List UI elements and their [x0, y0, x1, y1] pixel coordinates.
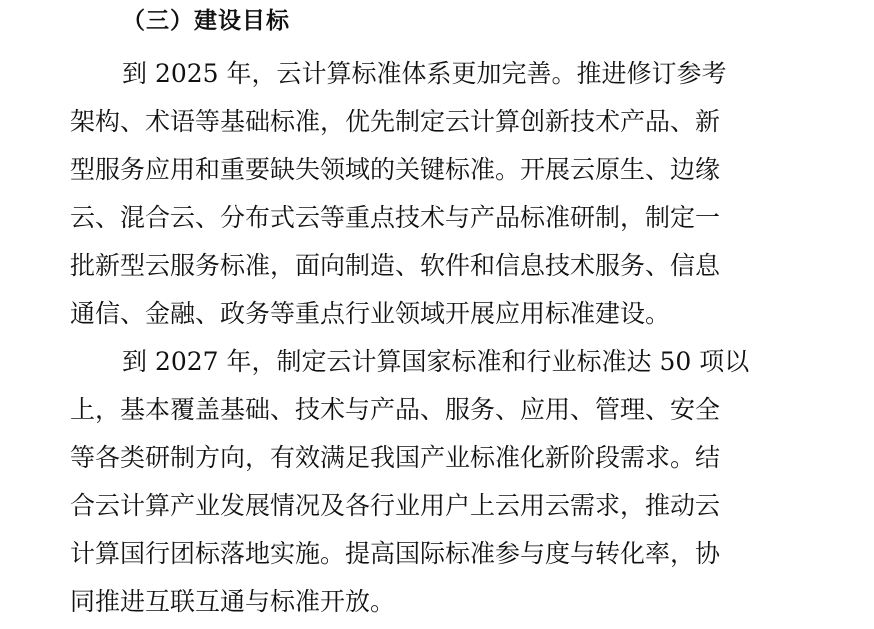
paragraph-line: 架构、术语等基础标准，优先制定云计算创新技术产品、新: [70, 107, 721, 136]
paragraph-line: 型服务应用和重要缺失领域的关键标准。开展云原生、边缘: [70, 155, 721, 184]
paragraph-line: 批新型云服务标准，面向制造、软件和信息技术服务、信息: [70, 251, 721, 280]
section-heading: （三）建设目标: [122, 8, 290, 34]
paragraph-line: 计算国行团标落地实施。提高国际标准参与度与转化率，协: [70, 539, 721, 568]
paragraph-line: 到 2025 年，云计算标准体系更加完善。推进修订参考: [122, 59, 727, 88]
paragraph-line: 合云计算产业发展情况及各行业用户上云用云需求，推动云: [70, 491, 721, 520]
paragraph-line: 等各类研制方向，有效满足我国产业标准化新阶段需求。结: [70, 443, 721, 472]
paragraph-line: 到 2027 年，制定云计算国家标准和行业标准达 50 项以: [122, 347, 750, 376]
paragraph-line: 通信、金融、政务等重点行业领域开展应用标准建设。: [70, 299, 671, 328]
paragraph-line: 同推进互联互通与标准开放。: [70, 587, 396, 616]
paragraph-line: 上，基本覆盖基础、技术与产品、服务、应用、管理、安全: [70, 395, 721, 424]
paragraph-line: 云、混合云、分布式云等重点技术与产品标准研制，制定一: [70, 203, 721, 232]
